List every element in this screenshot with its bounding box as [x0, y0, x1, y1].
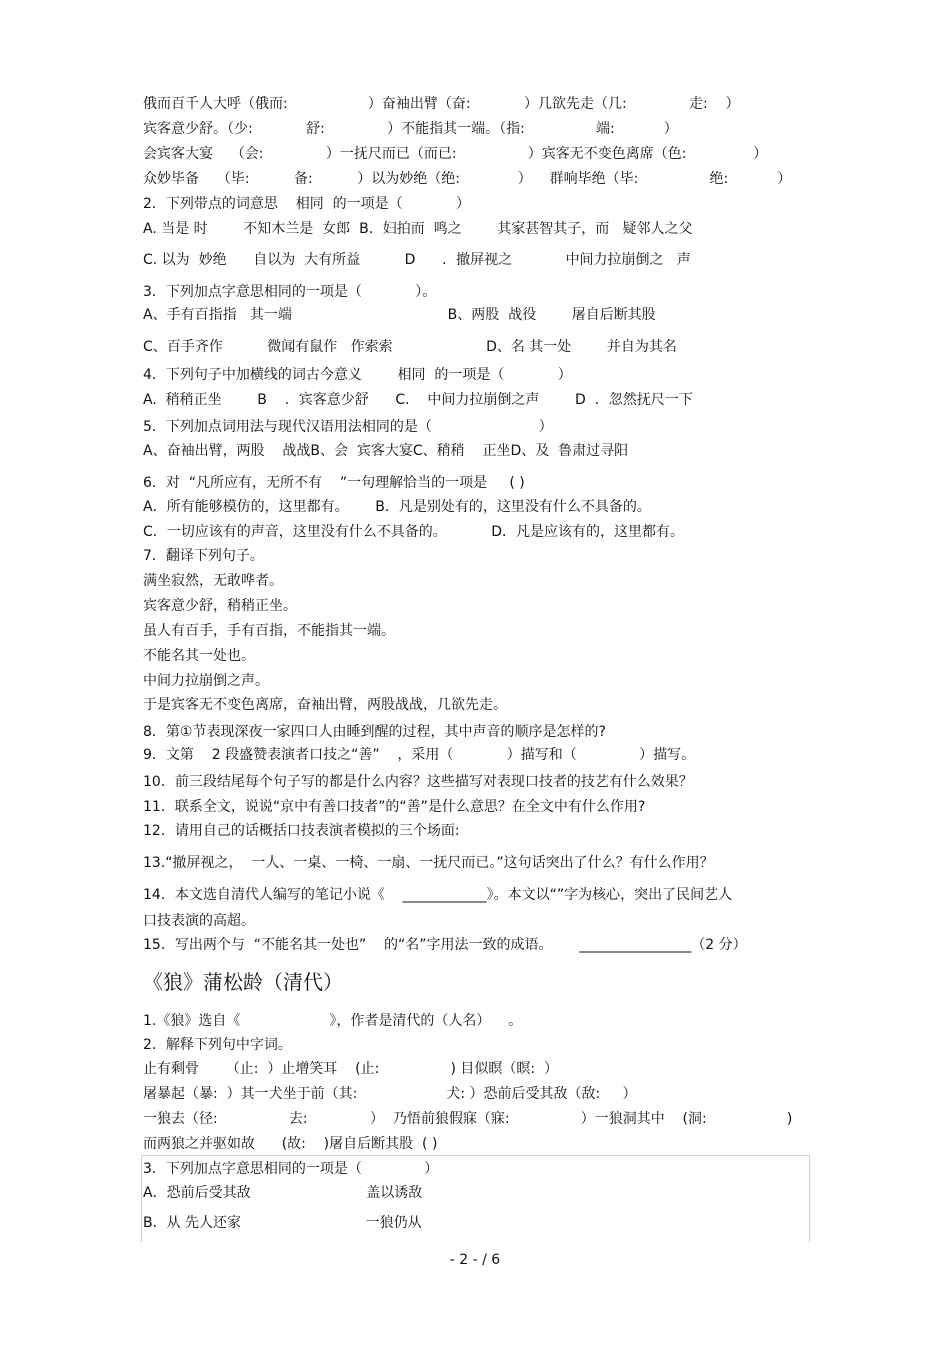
question-2: 2．下列带点的词意思 相同 的一项是（ ） [143, 196, 471, 212]
option-line: C．一切应该有的声音，这里没有什么不具备的。 D．凡是应该有的，这里都有。 [143, 524, 685, 540]
text-line: 一狼去（径: 去: ） 乃悟前狼假寐（寐: ）一狼洞其中 (洞: ) [143, 1111, 793, 1127]
question-3: 3．下列加点字意思相同的一项是（ ）。 [143, 284, 437, 300]
text-line: 宾客意少舒，稍稍正坐。 [143, 598, 297, 614]
text-line: 而两狼之并驱如故 (故: )屠自后断其股 ( ) [143, 1136, 438, 1152]
text-line: 会宾客大宴 （会: ）一抚尺而已（而已: ）宾客无不变色离席（色: ） [143, 146, 768, 162]
question-12: 12．请用自己的话概括口技表演者模拟的三个场面: [143, 823, 460, 839]
option-line: A．所有能够模仿的，这里都有。 B．凡是别处有的，这里没有什么不具备的。 [143, 499, 651, 515]
text-line: 俄而百千人大呼（俄而: ）奋袖出臂（奋: ）几欲先走（几: 走: ） [143, 96, 740, 112]
question-8: 8．第①节表现深夜一家四口人由睡到醒的过程，其中声音的顺序是怎样的? [143, 724, 606, 740]
text-line: 中间力拉崩倒之声。 [143, 673, 269, 689]
question-14: 14．本文选自清代人编写的笔记小说《 ____________》。本文以“”字为核心，突出了民间艺人 [143, 887, 733, 903]
text-line: 宾客意少舒。（少: 舒: ）不能指其一端。（指: 端: ） [143, 121, 678, 137]
option-line: C、百手齐作 微闻有鼠作 作索索 D、名 其一处 并自为其名 [143, 339, 677, 355]
question-15: 15．写出两个与 “不能名其一处也” 的“名”字用法一致的成语。 ________________（2 分） [143, 937, 747, 953]
question-5: 5．下列加点词用法与现代汉语用法相同的是（ ） [143, 419, 553, 435]
text-line: 止有剩骨 （止: ）止增笑耳 (止: ) 目似瞑（瞑: ） [143, 1061, 559, 1077]
question-9: 9．文第 2 段盛赞表演者口技之“善” ，采用（ ）描写和（ ）描写。 [143, 747, 696, 763]
question-2: 2．解释下列句中字词。 [143, 1037, 292, 1053]
question-3: 3．下列加点字意思相同的一项是（ ） [143, 1161, 439, 1177]
option-line: A、手有百指指 其一端 B、两股 战役 屠自后断其股 [143, 307, 656, 323]
page-number: - 2 - / 6 [449, 1252, 501, 1268]
question-10: 10．前三段结尾每个句子写的都是什么内容？这些描写对表现口技者的技艺有什么效果？ [143, 774, 693, 790]
question-4: 4．下列句子中加横线的词古今意义 相同 的一项是（ ） [143, 367, 572, 383]
option-line: A. 当是 时 不知木兰是 女郎 B．妇拍而 鸣之 其家甚智其子，而 疑邻人之父 [143, 221, 693, 237]
question-13: 13.“撤屏视之， 一人、一桌、一椅、一扇、一抚尺而已。”这句话突出了什么？有什么作用？ [143, 855, 714, 871]
text-line: 口技表演的高超。 [143, 913, 255, 929]
question-6: 6．对 “凡所应有，无所不有 ”一句理解恰当的一项是 ( ) [143, 475, 525, 491]
question-1: 1.《狼》选自《 》，作者是清代的（人名） 。 [143, 1013, 523, 1029]
section-title: 《狼》蒲松龄（清代） [143, 970, 343, 994]
option-line: A、奋袖出臂，两股 战战B、会 宾客大宴C、稍稍 正坐D、及 鲁肃过寻阳 [143, 443, 629, 459]
text-line: 众妙毕备 （毕: 备: ）以为妙绝（绝: ） 群响毕绝（毕: 绝: ） [143, 171, 792, 187]
text-line: 不能名其一处也。 [143, 648, 255, 664]
text-line: 满坐寂然，无敢哗者。 [143, 573, 283, 589]
text-line: 于是宾客无不变色离席，奋袖出臂，两股战战，几欲先走。 [143, 697, 507, 713]
question-7: 7．翻译下列句子。 [143, 548, 264, 564]
option-line: A．恐前后受其敌 盖以诱敌 [143, 1185, 423, 1201]
option-line: B．从 先人还家 一狼仍从 [143, 1215, 422, 1231]
text-line: 屠暴起（暴: ）其一犬坐于前（其: 犬: ）恐前后受其敌（敌: ） [143, 1086, 637, 1102]
option-line: A. 稍稍正坐 B ．宾客意少舒 C. 中间力拉崩倒之声 D ．忽然抚尺一下 [143, 392, 693, 408]
text-line: 虽人有百手，手有百指，不能指其一端。 [143, 623, 395, 639]
option-line: C. 以为 妙绝 自以为 大有所益 D ．撤屏视之 中间力拉崩倒之 声 [143, 252, 691, 268]
question-11: 11．联系全文，说说“京中有善口技者”的“善”是什么意思？在全文中有什么作用? [143, 799, 646, 815]
